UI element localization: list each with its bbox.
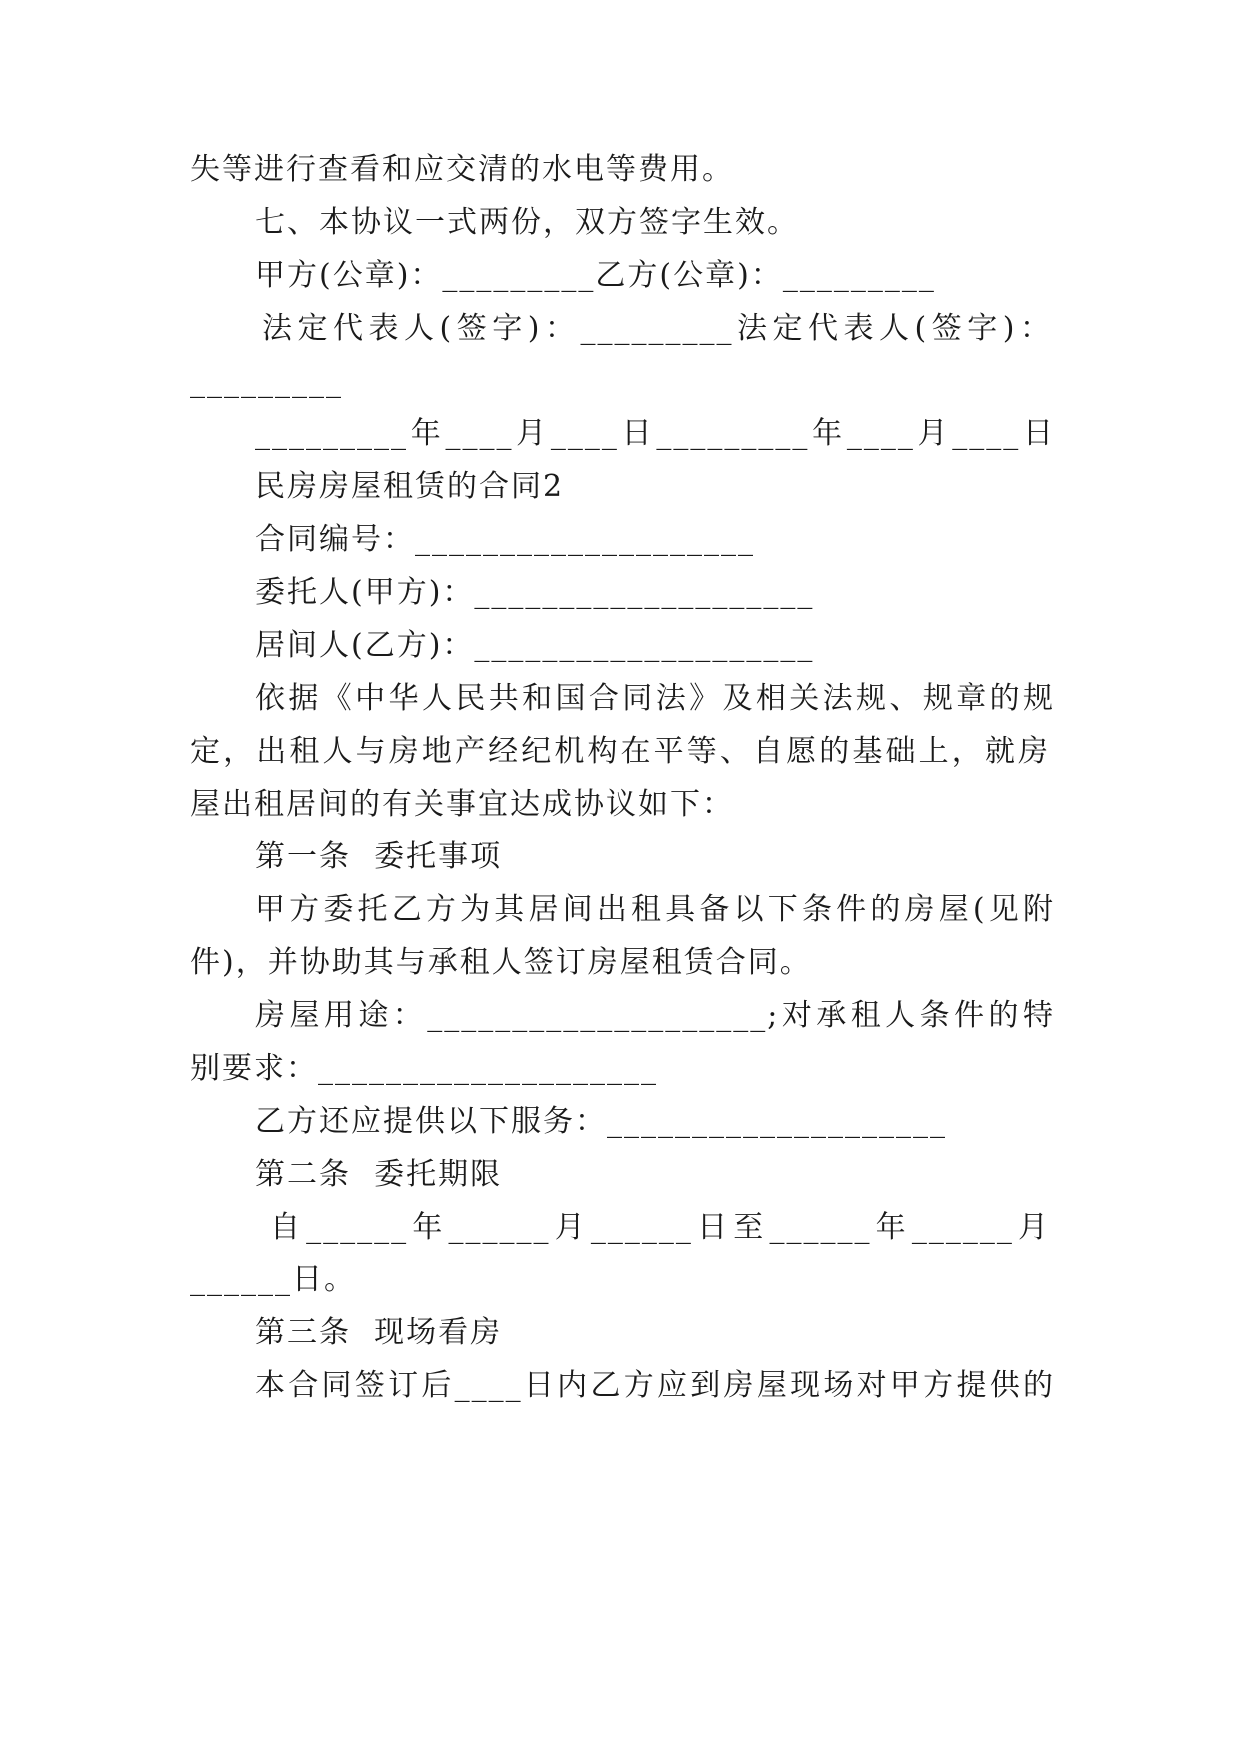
term-period-line: 自______年______月______日至______年______月 bbox=[270, 1210, 1050, 1245]
intermediary-field: 居间人(乙方)：____________________ bbox=[255, 628, 815, 663]
contract-title: 民房房屋租赁的合同2 bbox=[255, 469, 565, 504]
date-line: _________年____月____日_________年____月____日 bbox=[255, 416, 1055, 451]
preamble-line-2: 定，出租人与房地产经纪机构在平等、自愿的基础上，就房 bbox=[190, 734, 1050, 769]
term-period-continued: ______日。 bbox=[190, 1262, 356, 1297]
contract-number-field: 合同编号：____________________ bbox=[255, 522, 755, 557]
preamble-line-1: 依据《中华人民共和国合同法》及相关法规、规章的规 bbox=[255, 681, 1055, 716]
preamble-line-3: 屋出租居间的有关事宜达成协议如下： bbox=[190, 787, 734, 822]
article-1-line-2: 件)，并协助其与承租人签订房屋租赁合同。 bbox=[190, 945, 812, 980]
house-use-field: 房屋用途：____________________;对承租人条件的特 bbox=[255, 998, 1055, 1033]
principal-field: 委托人(甲方)：____________________ bbox=[255, 575, 815, 610]
signature-blank-continued: _________ bbox=[190, 364, 343, 399]
text-line-2: 七、本协议一式两份，双方签字生效。 bbox=[255, 205, 799, 240]
signature-line-party-seal: 甲方(公章)：_________乙方(公章)：_________ bbox=[255, 258, 936, 293]
signature-line-legal-rep: 法定代表人(签字)：_________法定代表人(签字)： bbox=[262, 311, 1052, 346]
tenant-requirements-field: 别要求：____________________ bbox=[190, 1051, 658, 1086]
additional-services-field: 乙方还应提供以下服务：____________________ bbox=[255, 1104, 947, 1139]
article-1-heading: 第一条 委托事项 bbox=[255, 839, 503, 874]
article-1-line-1: 甲方委托乙方为其居间出租具备以下条件的房屋(见附 bbox=[255, 892, 1055, 927]
article-2-heading: 第二条 委托期限 bbox=[255, 1157, 503, 1192]
article-3-heading: 第三条 现场看房 bbox=[255, 1315, 503, 1350]
text-line-1: 失等进行查看和应交清的水电等费用。 bbox=[190, 152, 734, 187]
article-3-line-1: 本合同签订后____日内乙方应到房屋现场对甲方提供的 bbox=[255, 1368, 1055, 1403]
